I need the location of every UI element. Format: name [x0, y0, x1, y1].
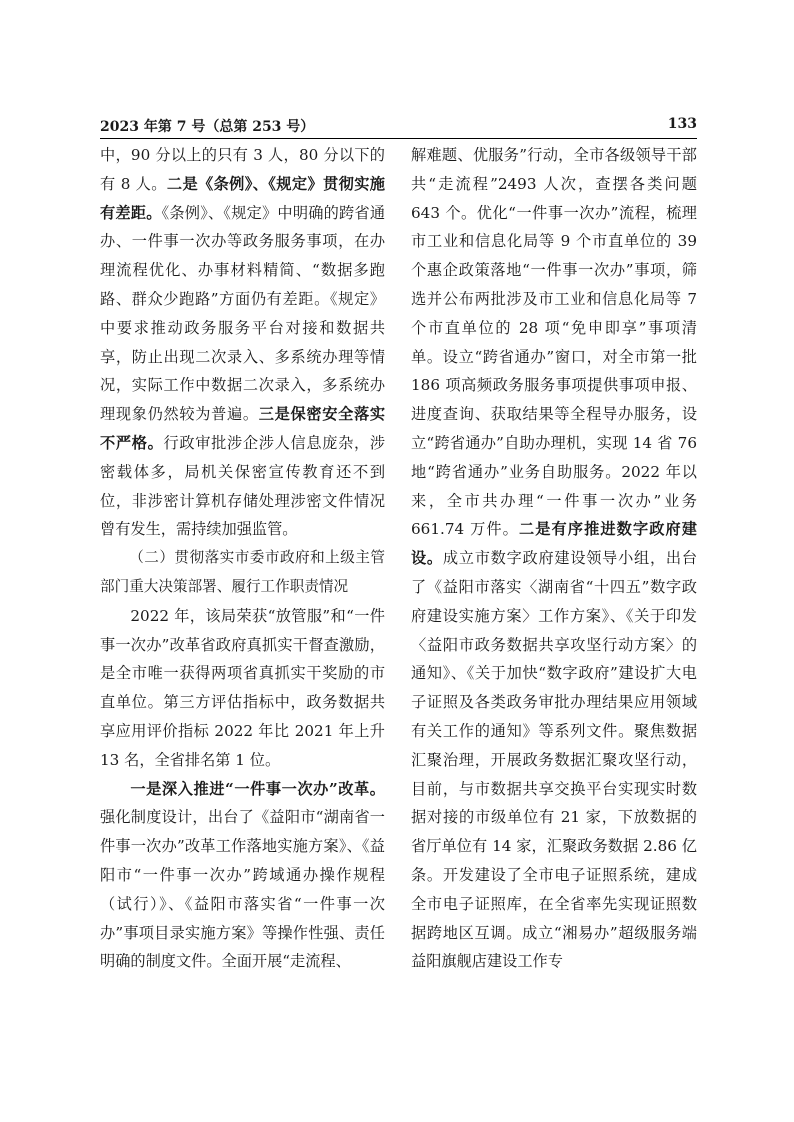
- bold-heading: 二是有序推进数字政府建设。: [411, 520, 697, 568]
- bold-heading: 三是保密安全落实不严格。: [100, 405, 386, 452]
- body-text: 解难题、优服务”行动，全市各级领导干部共“走流程”2493 人次，查摆各类问题 643 个。优化“一件事一次办”流程，梳理市工业和信息化局等 9 个市直单位的 39 个惠企政策落地“一件事一次办”事项，筛选并公布两批涉及市工业和信息化局等 7 个市直单位的 28 项“免申即享”事项清单。设立“跨省通办”窗口，对全市第一批 186 项高频政务服务事项提供事项申报、进度查询、获取结果等全程导办服务，设立“跨省通办”自助办理机，实现 14 省 76 地“跨省通办”业务自助服务。2022 年以来，全市共办理“一件事一次办”业务 661.74 万件。: [411, 146, 697, 539]
- body-text: 强化制度设计，出台了《益阳市“湖南省一件事一次办”改革工作落地实施方案》、《益阳市“一件事一次办”跨域通办操作规程（试行）》、《益阳市落实省“一件事一次办”事项目录实施方案》等操作性强、责任明确的制度文件。全面开展“走流程、: [100, 808, 385, 971]
- body-text: 《条例》、《规定》中明确的跨省通办、一件事一次办等政务服务事项，在办理流程优化、办事材料精简、“数据多跑路、群众少跑路”方面仍有差距。《规定》中要求推动政务服务平台对接和数据共享，防止出现二次录入、多系统办理等情况，实际工作中数据二次录入，多系统办理现象仍然较为普遍。: [100, 203, 386, 424]
- right-column: [411, 141, 697, 976]
- bold-heading: 二是《条例》、《规定》贯彻实施有差距。: [100, 174, 385, 222]
- paragraph: [100, 141, 385, 544]
- paragraph: [100, 775, 385, 977]
- body-text: 行政审批涉企涉人信息庞杂，涉密载体多，局机关保密宣传教育还不到位，非涉密计算机存储处理涉密文件情况曾有发生，需持续加强监管。: [100, 433, 386, 539]
- paragraph: 2022 年，该局荣获“放管服”和“一件事一次办”改革省政府真抓实干督查激励，是全市唯一获得两项省真抓实干奖励的市直单位。第三方评估指标中，政务数据共享应用评价指标 2022 年比 2021 年上升 13 名，全省排名第 1 位。: [100, 606, 385, 769]
- bold-heading: 一是深入推进“一件事一次办”改革。: [130, 779, 385, 798]
- body-text: 中，90 分以上的只有 3 人，80 分以下的有 8 人。: [100, 146, 385, 193]
- page-header: [100, 116, 697, 139]
- section-heading: （二）贯彻落实市委市政府和上级主管部门重大决策部署、履行工作职责情况: [100, 549, 385, 595]
- paragraph: [411, 141, 697, 976]
- body-text: 成立市数字政府建设领导小组，出台了《益阳市落实〈湖南省“十四五”数字政府建设实施方案〉工作方案》、《关于印发〈益阳市政务数据共享攻坚行动方案〉的通知》、《关于加快“数字政府”建设扩大电子证照及各类政务审批办理结果应用领域有关工作的通知》等系列文件。聚焦数据汇聚治理，开展政务数据汇聚攻坚行动，目前，与市数据共享交换平台实现实时数据对接的市级单位有 21 家，下放数据的省厅单位有 14 家，汇聚政务数据 2.86 亿条。开发建设了全市电子证照系统，建成全市电子证照库，在全省率先实现证照数据跨地区互调。成立“湘易办”超级服务端益阳旗舰店建设工作专: [411, 549, 698, 971]
- page-number: 133: [667, 116, 697, 132]
- issue-number: 2023 年第 7 号（总第 253 号）: [100, 119, 315, 135]
- left-column: [100, 141, 385, 976]
